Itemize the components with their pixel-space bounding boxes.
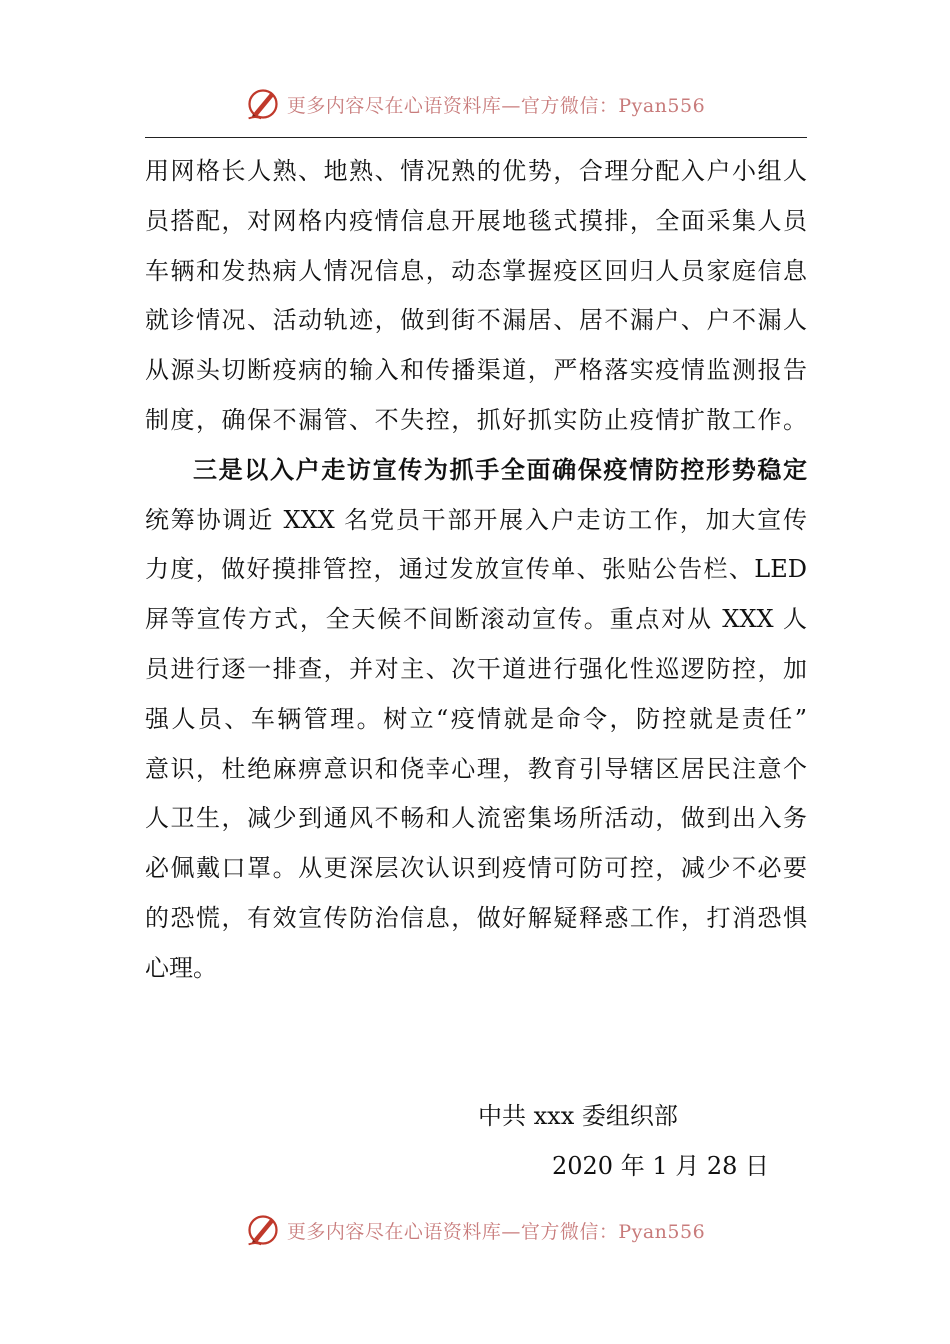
body-line: 制度，确保不漏管、不失控，抓好抓实防止疫情扩散工作。	[145, 405, 807, 434]
body-line: 用网格长人熟、地熟、情况熟的优势，合理分配入户小组人	[145, 157, 807, 185]
body-line: 从源头切断疫病的输入和传播渠道，严格落实疫情监测报告	[145, 356, 807, 385]
body-line: 就诊情况、活动轨迹，做到街不漏居、居不漏户、户不漏人	[145, 306, 807, 335]
body-line: 意识，杜绝麻痹意识和侥幸心理，教育引导辖区居民注意个	[145, 754, 807, 783]
footer-banner	[0, 1210, 950, 1250]
pen-in-circle-icon	[245, 1212, 281, 1248]
body-line: 强人员、车辆管理。树立“疫情就是命令，防控就是责任”	[145, 704, 807, 733]
body-line: 员搭配，对网格内疫情信息开展地毯式摸排，全面采集人员	[145, 206, 807, 235]
document-body	[145, 147, 807, 994]
signature-organization: 中共 xxx 委组织部	[478, 1102, 678, 1130]
footer-banner-text: 更多内容尽在心语资料库—官方微信：Pyan556	[286, 1220, 706, 1243]
body-line: 屏等宣传方式，全天候不间断滚动宣传。重点对从 XXX 人	[145, 605, 807, 634]
signature-date: 2020 年 1 月 28 日	[552, 1152, 770, 1180]
section-heading: 三是以入户走访宣传为抓手全面确保疫情防控形势稳定	[193, 455, 807, 484]
body-line: 必佩戴口罩。从更深层次认识到疫情可防可控，减少不必要	[145, 854, 807, 883]
header-banner-text: 更多内容尽在心语资料库—官方微信：Pyan556	[286, 94, 706, 117]
body-line: 人卫生，减少到通风不畅和人流密集场所活动，做到出入务	[145, 804, 807, 833]
body-line: 统筹协调近 XXX 名党员干部开展入户走访工作，加大宣传	[145, 505, 807, 534]
body-line: 车辆和发热病人情况信息，动态掌握疫区回归人员家庭信息	[145, 256, 807, 285]
body-line: 心理。	[145, 953, 217, 982]
body-line: 力度，做好摸排管控，通过发放宣传单、张贴公告栏、LED	[145, 555, 807, 584]
header-banner	[0, 84, 950, 124]
pen-in-circle-icon	[245, 86, 281, 122]
body-line: 的恐慌，有效宣传防治信息，做好解疑释惑工作，打消恐惧	[145, 903, 807, 932]
header-divider	[145, 137, 807, 138]
body-line: 员进行逐一排查，并对主、次干道进行强化性巡逻防控，加	[145, 654, 807, 683]
